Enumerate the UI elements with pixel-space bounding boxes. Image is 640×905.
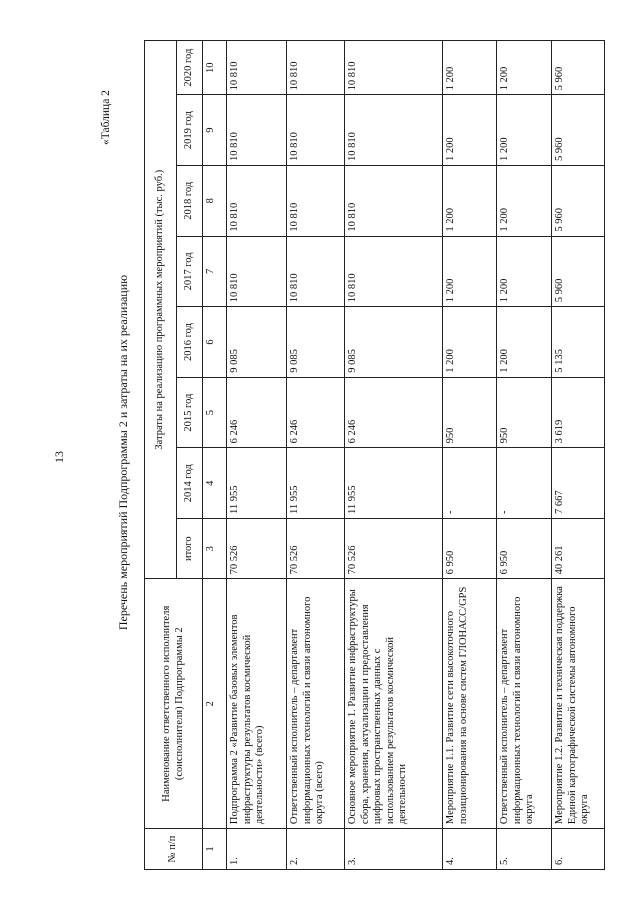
row-value: 10 810 bbox=[287, 95, 345, 166]
row-value: 950 bbox=[497, 377, 552, 448]
row-value: 7 667 bbox=[552, 448, 605, 519]
row-total: 40 261 bbox=[552, 519, 605, 579]
row-value: 1 200 bbox=[443, 95, 497, 166]
row-value: 5 960 bbox=[552, 41, 605, 95]
row-value: 5 960 bbox=[552, 95, 605, 166]
page-number: 13 bbox=[52, 451, 66, 463]
row-total: 70 526 bbox=[345, 519, 443, 579]
row-value: 5 960 bbox=[552, 165, 605, 236]
row-value: 1 200 bbox=[497, 165, 552, 236]
header-name: Наименование ответственного исполнителя (соисполнителя) Подпрограммы 2 bbox=[145, 579, 203, 829]
row-num: 2. bbox=[287, 829, 345, 870]
header-year: 2017 год bbox=[177, 236, 203, 307]
row-value: 10 810 bbox=[227, 95, 287, 166]
row-value: 5 135 bbox=[552, 307, 605, 378]
row-value: 11 955 bbox=[227, 448, 287, 519]
row-value: - bbox=[497, 448, 552, 519]
header-year: 2014 год bbox=[177, 448, 203, 519]
column-number: 6 bbox=[203, 307, 227, 378]
table-label: «Таблица 2 bbox=[100, 90, 112, 145]
row-num: 4. bbox=[443, 829, 497, 870]
row-num: 3. bbox=[345, 829, 443, 870]
row-value: 10 810 bbox=[287, 236, 345, 307]
header-year: 2020 год bbox=[177, 41, 203, 95]
column-number: 5 bbox=[203, 377, 227, 448]
column-number: 7 bbox=[203, 236, 227, 307]
row-name: Мероприятие 1.1. Развитие сети высокоточного позиционирования на основе систем ГЛОНАСС/GPS bbox=[443, 579, 497, 829]
row-value: 10 810 bbox=[345, 236, 443, 307]
column-number: 10 bbox=[203, 41, 227, 95]
column-number: 4 bbox=[203, 448, 227, 519]
row-total: 70 526 bbox=[227, 519, 287, 579]
row-value: 1 200 bbox=[497, 95, 552, 166]
row-num: 5. bbox=[497, 829, 552, 870]
row-name: Подпрограмма 2 «Развитие базовых элементов инфраструктуры результатов космической деятельности» (всего) bbox=[227, 579, 287, 829]
row-value: 10 810 bbox=[345, 95, 443, 166]
row-value: 1 200 bbox=[443, 236, 497, 307]
row-value: 10 810 bbox=[227, 41, 287, 95]
row-value: 9 085 bbox=[287, 307, 345, 378]
row-total: 6 950 bbox=[497, 519, 552, 579]
row-value: 10 810 bbox=[345, 165, 443, 236]
row-name: Ответственный исполнитель – департамент информационных технологий и связи автономного округа bbox=[497, 579, 552, 829]
row-value: 1 200 bbox=[497, 236, 552, 307]
row-value: - bbox=[443, 448, 497, 519]
row-name: Мероприятие 1.2. Развитие и техническая поддержка Единой картографической системы автономного округа bbox=[552, 579, 605, 829]
column-number: 2 bbox=[203, 579, 227, 829]
column-number: 9 bbox=[203, 95, 227, 166]
row-value: 6 246 bbox=[227, 377, 287, 448]
row-value: 10 810 bbox=[345, 41, 443, 95]
table-row bbox=[552, 41, 605, 870]
row-name: Ответственный исполнитель – департамент информационных технологий и связи автономного округа (всего) bbox=[287, 579, 345, 829]
row-value: 6 246 bbox=[345, 377, 443, 448]
row-value: 10 810 bbox=[287, 41, 345, 95]
table-row bbox=[227, 41, 287, 870]
header-year: 2019 год bbox=[177, 95, 203, 166]
row-value: 1 200 bbox=[443, 307, 497, 378]
column-number: 8 bbox=[203, 165, 227, 236]
column-number-row bbox=[203, 41, 227, 870]
row-total: 70 526 bbox=[287, 519, 345, 579]
costs-table bbox=[144, 40, 605, 870]
row-value: 10 810 bbox=[227, 236, 287, 307]
row-value: 1 200 bbox=[443, 41, 497, 95]
row-value: 1 200 bbox=[497, 307, 552, 378]
row-value: 6 246 bbox=[287, 377, 345, 448]
table-row bbox=[497, 41, 552, 870]
row-value: 11 955 bbox=[287, 448, 345, 519]
row-value: 1 200 bbox=[497, 41, 552, 95]
header-year: 2018 год bbox=[177, 165, 203, 236]
row-value: 950 bbox=[443, 377, 497, 448]
header-year: 2015 год bbox=[177, 377, 203, 448]
row-value: 10 810 bbox=[227, 165, 287, 236]
table-heading: Перечень мероприятий Подпрограммы 2 и затраты на их реализацию bbox=[116, 274, 130, 631]
column-number: 1 bbox=[203, 829, 227, 870]
row-value: 5 960 bbox=[552, 236, 605, 307]
header-costs: Затраты на реализацию программных мероприятий (тыс. руб.) bbox=[145, 41, 177, 579]
row-value: 10 810 bbox=[287, 165, 345, 236]
header-year: 2016 год bbox=[177, 307, 203, 378]
header-num: № п/п bbox=[145, 829, 203, 870]
table-row bbox=[287, 41, 345, 870]
row-name: Основное мероприятие 1. Развитие инфраструктуры сбора, хранения, актуализации и предоставления цифровых пространственных данных с использованием результатов космической деятельности bbox=[345, 579, 443, 829]
row-num: 6. bbox=[552, 829, 605, 870]
row-value: 3 619 bbox=[552, 377, 605, 448]
row-value: 11 955 bbox=[345, 448, 443, 519]
table-row bbox=[443, 41, 497, 870]
header-total: итого bbox=[177, 519, 203, 579]
row-num: 1. bbox=[227, 829, 287, 870]
row-value: 1 200 bbox=[443, 165, 497, 236]
row-total: 6 950 bbox=[443, 519, 497, 579]
table-row bbox=[345, 41, 443, 870]
column-number: 3 bbox=[203, 519, 227, 579]
row-value: 9 085 bbox=[227, 307, 287, 378]
row-value: 9 085 bbox=[345, 307, 443, 378]
